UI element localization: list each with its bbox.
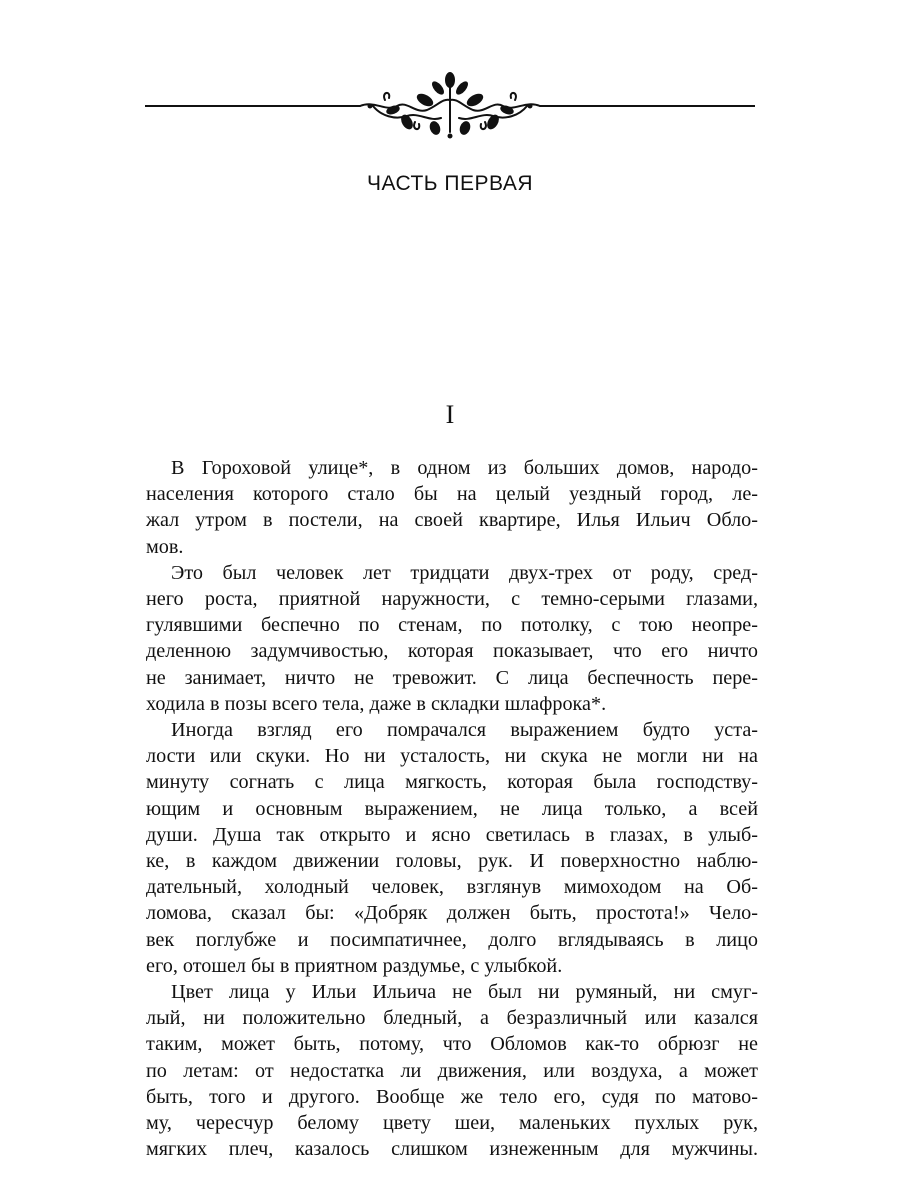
text-line: Это был человек лет тридцати двух-трех от роду, сред- (171, 561, 758, 584)
text-line: лости или скуки. Но ни усталость, ни скука не могли ни на (146, 745, 758, 768)
text-line: его, отошел бы в приятном раздумье, с улыбкой. (146, 954, 563, 977)
text-line: души. Душа так открыто и ясно светилась в глазах, в улыб- (146, 823, 758, 846)
paragraph (146, 717, 758, 979)
text-line: Цвет лица у Ильи Ильича не был ни румяный, ни смуг- (171, 981, 758, 1004)
text-line: не занимает, ничто не тревожит. С лица беспечность пере- (146, 666, 758, 689)
text-line: ке, в каждом движении головы, рук. И поверхностно наблю- (146, 850, 758, 873)
text-line: жал утром в постели, на своей квартире, Илья Ильич Обло- (146, 509, 758, 532)
text-line: таким, может быть, потому, что Обломов как-то обрюзг не (146, 1033, 758, 1056)
paragraph (146, 979, 758, 1162)
text-line: деленною задумчивостью, которая показывает, что его ничто (146, 640, 758, 663)
chapter-text (146, 455, 758, 1162)
text-line: ющим и основным выражением, не лица только, а всей (146, 797, 758, 820)
text-line: минуту согнать с лица мягкость, которая была господству- (146, 771, 758, 794)
paragraph (146, 455, 758, 560)
text-line: по летам: от недостатка ли движения, или воздуха, а может (146, 1059, 758, 1082)
text-line: век поглубже и посимпатичнее, долго вглядываясь в лицо (146, 928, 758, 951)
text-line: му, чересчур белому цвету шеи, маленьких пухлых рук, (146, 1112, 758, 1135)
text-line: населения которого стало бы на целый уездный город, ле- (146, 483, 758, 506)
text-line: лый, ни положительно бледный, а безразличный или казался (146, 1007, 758, 1030)
text-line: быть, того и другого. Вообще же тело его, судя по матово- (146, 1085, 758, 1108)
text-line: мов. (146, 535, 184, 558)
text-line: Иногда взгляд его помрачался выражением будто уста- (171, 719, 758, 742)
text-line: дательный, холодный человек, взглянув мимоходом на Об- (146, 876, 758, 899)
text-line: мягких плеч, казалось слишком изнеженным для мужчины. (146, 1138, 758, 1161)
chapter-number: I (445, 400, 455, 429)
text-line: В Гороховой улице*, в одном из больших домов, народо- (171, 457, 758, 479)
paragraph (146, 560, 758, 717)
text-line: гулявшими беспечно по стенам, по потолку, с тою неопре- (146, 614, 758, 637)
text-line: ходила в позы всего тела, даже в складки шлафрока*. (146, 692, 607, 715)
text-line: ломова, сказал бы: «Добряк должен быть, простота!» Чело- (146, 902, 758, 925)
text-line: него роста, приятной наружности, с темно-серыми глазами, (146, 588, 758, 611)
part-title: ЧАСТЬ ПЕРВАЯ (366, 172, 534, 195)
vignette-ornament-icon (145, 70, 755, 150)
